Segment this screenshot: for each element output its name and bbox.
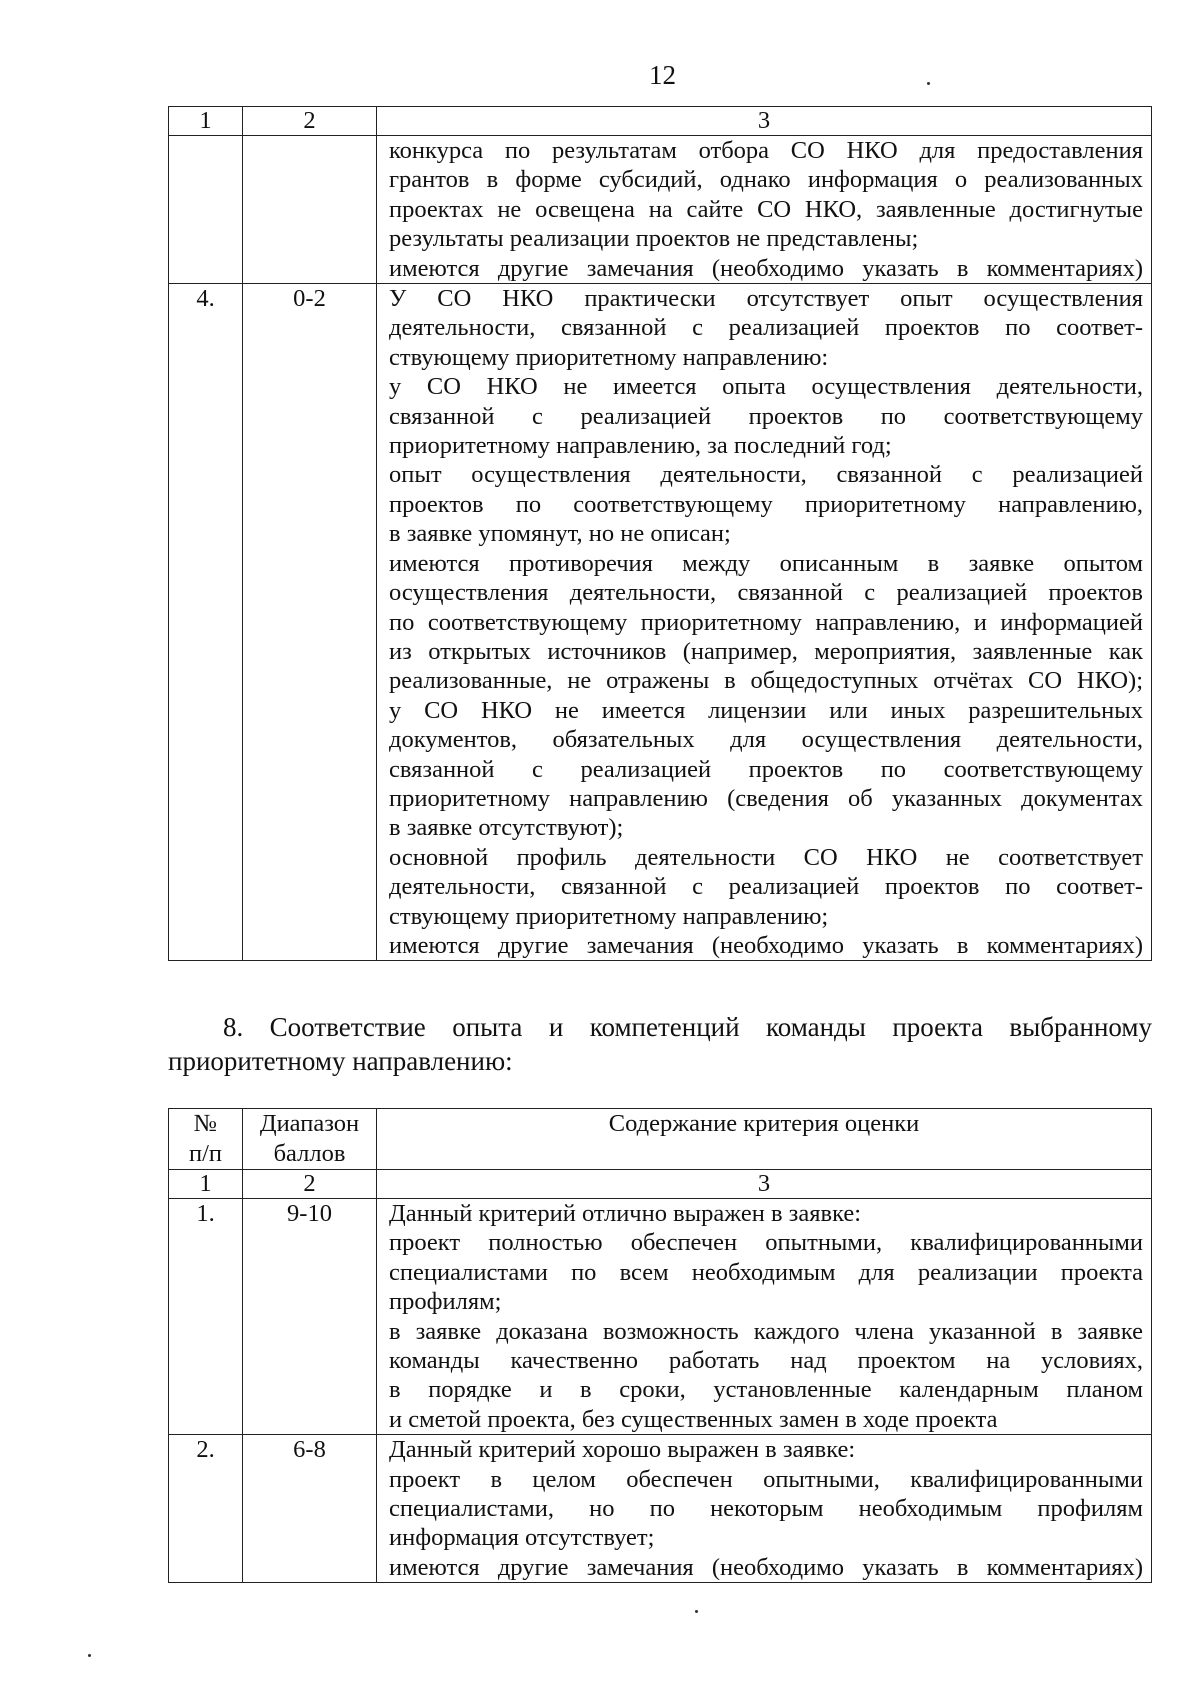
criterion-line: имеются другие замечания (необходимо указать в комментариях) — [389, 1553, 1143, 1581]
range-column-header-line: баллов — [273, 1140, 346, 1167]
table-row — [169, 1199, 1152, 1435]
criterion-line: в заявке упомянут, но не описан; — [389, 520, 731, 548]
criterion-line: деятельности, связанной с реализацией проектов по соответ- — [389, 314, 1143, 342]
scan-speck — [695, 1610, 698, 1613]
criterion-line: информация отсутствует; — [389, 1524, 655, 1552]
criterion-line: имеются противоречия между описанным в заявке опытом — [389, 549, 1143, 577]
criterion-line: осуществления деятельности, связанной с реализацией проектов — [389, 579, 1143, 607]
criterion-line: проект в целом обеспечен опытными, квалифицированными — [389, 1465, 1143, 1493]
criterion-line: приоритетному направлению, за последний год; — [389, 432, 892, 460]
criterion-line: опыт осуществления деятельности, связанной с реализацией — [389, 461, 1143, 489]
criterion-line: деятельности, связанной с реализацией проектов по соответ- — [389, 873, 1143, 901]
criterion-line: и сметой проекта, без существенных замен в ходе проекта — [389, 1405, 998, 1433]
criterion-text — [377, 136, 1152, 284]
criterion-line: документов, обязательных для осуществления деятельности, — [389, 726, 1143, 754]
criterion-line: из открытых источников (например, мероприятия, заявленные как — [389, 637, 1143, 665]
section-heading — [168, 1010, 1152, 1078]
criterion-line: ствующему приоритетному направлению; — [389, 902, 829, 930]
criterion-line: грантов в форме субсидий, однако информация о реализованных — [389, 166, 1143, 194]
table-row — [169, 1435, 1152, 1583]
score-range: 9-10 — [243, 1199, 377, 1435]
section-heading-line: 8. Соответствие опыта и компетенций команды проекта выбранному — [223, 1012, 1152, 1042]
column-number-3: 3 — [377, 1170, 1152, 1199]
table-header-row — [169, 1170, 1152, 1199]
row-number: 1. — [169, 1199, 243, 1435]
criterion-text — [377, 1199, 1152, 1435]
criteria-table-top — [168, 106, 1152, 961]
criterion-line: Данный критерий отлично выражен в заявке: — [389, 1200, 862, 1227]
criteria-table-bottom — [168, 1108, 1152, 1583]
scan-speck — [927, 82, 930, 85]
criterion-line: специалистами по всем необходимым для реализации проекта — [389, 1258, 1143, 1286]
row-number: 2. — [169, 1435, 243, 1583]
criterion-line: связанной с реализацией проектов по соответствующему — [389, 755, 1143, 783]
table-row — [169, 136, 1152, 284]
number-column-header-line: № — [193, 1110, 218, 1137]
criterion-line: у СО НКО не имеется лицензии или иных разрешительных — [389, 696, 1143, 724]
scan-speck — [88, 1654, 91, 1657]
criterion-line: связанной с реализацией проектов по соответствующему — [389, 402, 1143, 430]
criterion-line: проект полностью обеспечен опытными, квалифицированными — [389, 1229, 1143, 1257]
column-number-1: 1 — [169, 107, 243, 136]
content-column-header: Содержание критерия оценки — [377, 1109, 1152, 1170]
criterion-line: у СО НКО не имеется опыта осуществления деятельности, — [389, 373, 1143, 401]
criterion-line: в порядке и в сроки, установленные календарным планом — [389, 1376, 1143, 1404]
criterion-line: У СО НКО практически отсутствует опыт осуществления — [389, 285, 1143, 313]
criterion-text — [377, 284, 1152, 961]
criterion-line: проектах не освещена на сайте СО НКО, заявленные достигнутые — [389, 195, 1143, 223]
range-column-header — [243, 1109, 377, 1170]
criterion-line: проектов по соответствующему приоритетному направлению, — [389, 490, 1143, 518]
criterion-text — [377, 1435, 1152, 1583]
page-number: 12 — [649, 60, 676, 90]
criterion-line: по соответствующему приоритетному направлению, и информацией — [389, 608, 1143, 636]
range-column-header-line: Диапазон — [259, 1110, 360, 1137]
criterion-line: основной профиль деятельности СО НКО не соответствует — [389, 843, 1143, 871]
criterion-line: реализованные, не отражены в общедоступных отчётах СО НКО); — [389, 667, 1143, 695]
table-row — [169, 284, 1152, 961]
criterion-line: ствующему приоритетному направлению: — [389, 343, 829, 371]
criterion-line: конкурса по результатам отбора СО НКО для предоставления — [389, 137, 1143, 164]
row-number: 4. — [169, 284, 243, 961]
column-number-2: 2 — [243, 107, 377, 136]
criterion-line: в заявке отсутствуют); — [389, 814, 624, 842]
criterion-line: команды качественно работать над проектом на условиях, — [389, 1347, 1143, 1375]
criterion-line: приоритетному направлению (сведения об указанных документах — [389, 784, 1143, 812]
section-heading-line: приоритетному направлению: — [168, 1046, 513, 1076]
criterion-line: профилям; — [389, 1288, 502, 1316]
column-number-2: 2 — [243, 1170, 377, 1199]
criterion-line: результаты реализации проектов не представлены; — [389, 225, 919, 253]
criterion-line: в заявке доказана возможность каждого члена указанной в заявке — [389, 1317, 1143, 1345]
table-head-row — [169, 1109, 1152, 1170]
score-range — [243, 136, 377, 284]
criterion-line: Данный критерий хорошо выражен в заявке: — [389, 1436, 856, 1464]
criterion-line: имеются другие замечания (необходимо указать в комментариях) — [389, 254, 1143, 282]
criterion-line: имеются другие замечания (необходимо указать в комментариях) — [389, 931, 1143, 959]
column-number-3: 3 — [377, 107, 1152, 136]
score-range: 6-8 — [243, 1435, 377, 1583]
score-range: 0-2 — [243, 284, 377, 961]
number-column-header — [169, 1109, 243, 1170]
column-number-1: 1 — [169, 1170, 243, 1199]
table-header-row — [169, 107, 1152, 136]
row-number — [169, 136, 243, 284]
number-column-header-line: п/п — [188, 1140, 223, 1167]
criterion-line: специалистами, но по некоторым необходимым профилям — [389, 1495, 1143, 1523]
